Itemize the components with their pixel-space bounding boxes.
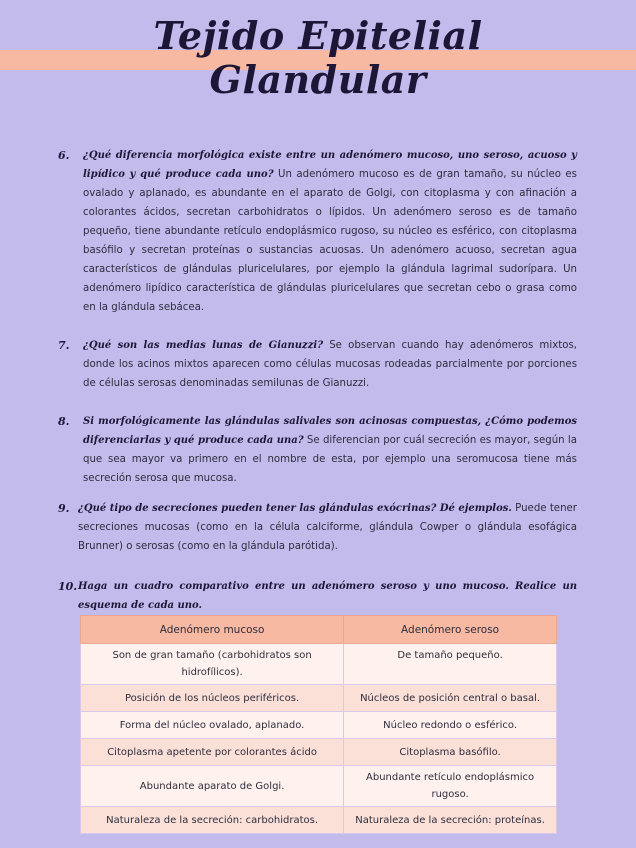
question-answer: Un adenómero mucoso es de gran tamaño, su núcleo es ovalado y aplanado, es abundante en el aparato de Golgi, con citoplasma y con afinación a colorantes ácidos, secretan carbohidratos o lípidos. Un adenómero seroso es de tamaño pequeño, tiene abundante retículo endoplásmico rugoso, su núcleo es esférico, con citoplasma basófilo y secretan proteínas o sustancias acuosas. Un adenómero acuoso, secretan agua característicos de glándulas pluricelulares, por ejemplo la glándula lagrimal sudorípara. Un adenómero lipídico característica de glándulas pluricelulares que secretan cebo o grasa como en la glándula sebácea. [83,169,577,313]
question-text [83,412,577,488]
question-text [83,146,577,317]
table-row [81,807,557,834]
question-number: 10. [58,580,78,593]
table-row [81,712,557,739]
question-text [78,577,577,615]
column-header: Adenómero mucoso [81,616,344,644]
title-line-1: Tejido Epitelial [153,13,483,58]
question-answer: Puede tener secreciones mucosas (como en la célula calciforme, glándula Cowper o glándula esofágica Brunner) o serosas (como en la glándula parótida). [78,503,577,552]
page-title [0,14,636,102]
question-answer: Se diferencian por cuál secreción es mayor, según la que sea mayor va primero en el nombre de esta, por ejemplo una seromucosa tiene más secreción serosa que mucosa. [83,435,578,484]
table-cell: Naturaleza de la secreción: proteínas. [344,807,557,834]
question-prompt: Haga un cuadro comparativo entre un adenómero seroso y uno mucoso. Realice un esquema de cada uno. [78,581,577,611]
table-header-row [81,616,557,644]
table-cell: Son de gran tamaño (carbohidratos son hidrofílicos). [81,644,344,685]
table-cell: Citoplasma apetente por colorantes ácido [81,739,344,766]
table-row [81,644,557,685]
table-cell: Abundante aparato de Golgi. [81,766,344,807]
question-number: 6. [58,149,70,162]
question-prompt: Si morfológicamente las glándulas salivales son acinosas compuestas, ¿Cómo podemos diferenciarlas y qué produce cada una? [83,416,577,446]
question-number: 9. [58,502,70,515]
table-cell: Núcleo redondo o esférico. [344,712,557,739]
table-row [81,739,557,766]
title-line-2: Glandular [209,57,427,102]
table-cell: De tamaño pequeño. [344,644,557,685]
question-text [78,499,577,556]
question-answer: Se observan cuando hay adenómeros mixtos, donde los acinos mixtos aparecen como células mucosas rodeadas parcialmente por porciones de células serosas denominadas semilunas de Gianuzzi. [83,340,577,389]
comparison-table [80,615,557,834]
question-text [83,336,577,393]
question-prompt: ¿Qué tipo de secreciones pueden tener las glándulas exócrinas? Dé ejemplos. [78,503,512,514]
column-header: Adenómero seroso [344,616,557,644]
table-cell: Posición de los núcleos periféricos. [81,685,344,712]
question-prompt: ¿Qué diferencia morfológica existe entre un adenómero mucoso, uno seroso, acuoso y lipídico y qué produce cada uno? [83,150,577,180]
question-prompt: ¿Qué son las medias lunas de Gianuzzi? [83,340,324,351]
table-cell: Abundante retículo endoplásmico rugoso. [344,766,557,807]
table-cell: Forma del núcleo ovalado, aplanado. [81,712,344,739]
table-row [81,685,557,712]
table-cell: Naturaleza de la secreción: carbohidratos. [81,807,344,834]
question-number: 7. [58,339,70,352]
table-row [81,766,557,807]
table-cell: Núcleos de posición central o basal. [344,685,557,712]
table-cell: Citoplasma basófilo. [344,739,557,766]
question-number: 8. [58,415,70,428]
